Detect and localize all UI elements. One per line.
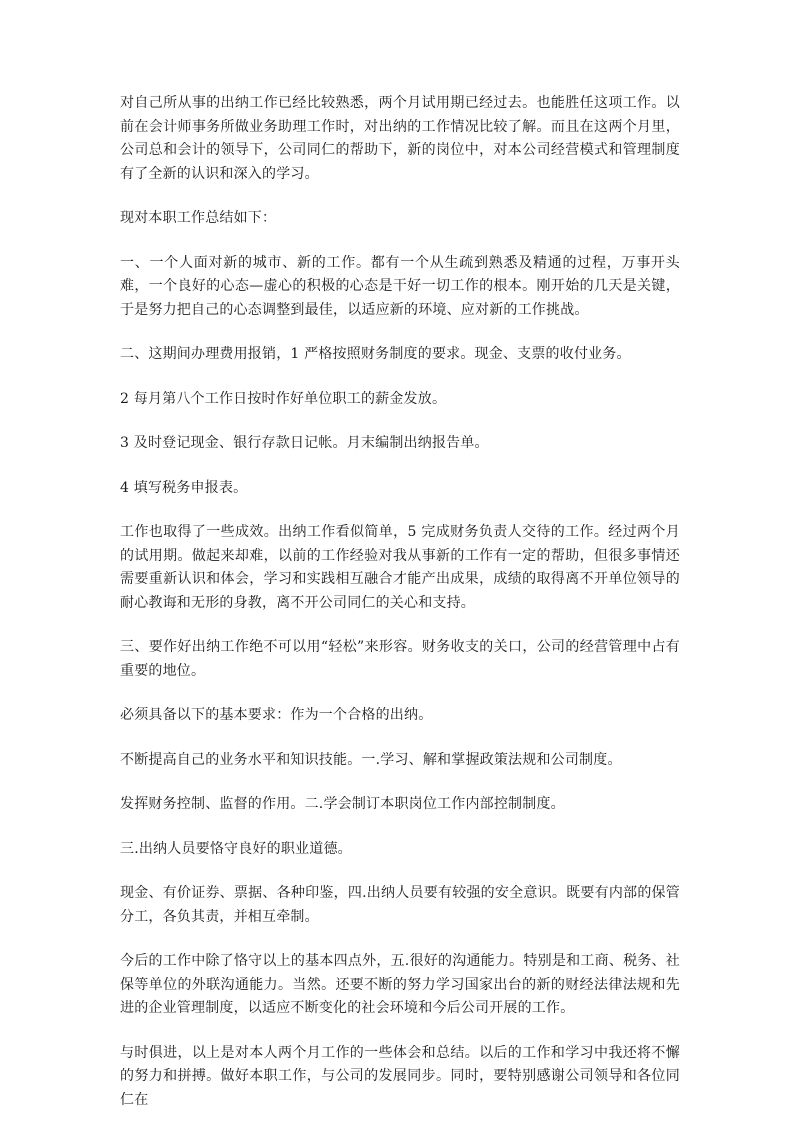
paragraph-section-3: 三、要作好出纳工作绝不可以用“轻松”来形容。财务收支的关口，公司的经营管理中占有重要的地位。 bbox=[120, 639, 680, 679]
paragraph-item-2: 2 每月第八个工作日按时作好单位职工的薪金发放。 bbox=[120, 390, 447, 407]
paragraph-item-3: 3 及时登记现金、银行存款日记帐。月末编制出纳报告单。 bbox=[120, 435, 489, 451]
paragraph-requirements: 必须具备以下的基本要求：作为一个合格的出纳。 bbox=[120, 707, 433, 723]
paragraph-intro: 对自己所从事的出纳工作已经比较熟悉，两个月试用期已经过去。也能胜任这项工作。以前在会计师事务所做业务助理工作时，对出纳的工作情况比较了解。而且在这两个月里，公司总和会计的领导下，公司同仁的帮助下，新的岗位中，对本公司经营模式和管理制度有了全新的认识和深入的学习。 bbox=[120, 95, 680, 182]
paragraph-requirement-1: 不断提高自己的业务水平和知识技能。一.学习、解和掌握政策法规和公司制度。 bbox=[120, 751, 622, 768]
paragraph-section-2: 二、这期间办理费用报销，1 严格按照财务制度的要求。现金、支票的收付业务。 bbox=[120, 346, 631, 362]
paragraph-section-1: 一、一个人面对新的城市、新的工作。都有一个从生疏到熟悉及精通的过程，万事开头难，一个良好的心态—虚心的积极的心态是干好一切工作的根本。刚开始的几天是关键，于是努力把自己的心态调整到最佳，以适应新的环境、应对新的工作挑战。 bbox=[120, 254, 680, 318]
paragraph-requirement-4: 现金、有价证券、票据、各种印鉴，四.出纳人员要有较强的安全意识。既要有内部的保管分工，各负其责，并相互牵制。 bbox=[120, 885, 680, 925]
paragraph-requirement-3: 三.出纳人员要恪守良好的职业道德。 bbox=[120, 840, 352, 857]
paragraph-requirement-5: 今后的工作中除了恪守以上的基本四点外，五.很好的沟通能力。特别是和工商、税务、社保等单位的外联沟通能力。当然。还要不断的努力学习国家出台的新的财经法律法规和先进的企业管理制度，以适应不断变化的社会环境和今后公司开展的工作。 bbox=[120, 953, 680, 1016]
paragraph-item-4: 4 填写税务申报表。 bbox=[120, 479, 248, 496]
document-body bbox=[120, 92, 680, 1133]
paragraph-achievements: 工作也取得了一些成效。出纳工作看似简单，5 完成财务负责人交待的工作。经过两个月的试用期。做起来却难，以前的工作经验对我从事新的工作有一定的帮助，但很多事情还需要重新认识和体会，学习和实践相互融合才能产出成果，成绩的取得离不开单位领导的耐心教诲和无形的身教，离不开公司同仁的关心和支持。 bbox=[120, 524, 680, 611]
paragraph-requirement-2: 发挥财务控制、监督的作用。二.学会制订本职岗位工作内部控制制度。 bbox=[120, 796, 565, 812]
paragraph-summary-heading: 现对本职工作总结如下： bbox=[120, 210, 277, 226]
paragraph-closing: 与时俱进，以上是对本人两个月工作的一些体会和总结。以后的工作和学习中我还将不懈的努力和拼搏。做好本职工作，与公司的发展同步。同时，要特别感谢公司领导和各位同仁在 bbox=[120, 1044, 680, 1108]
